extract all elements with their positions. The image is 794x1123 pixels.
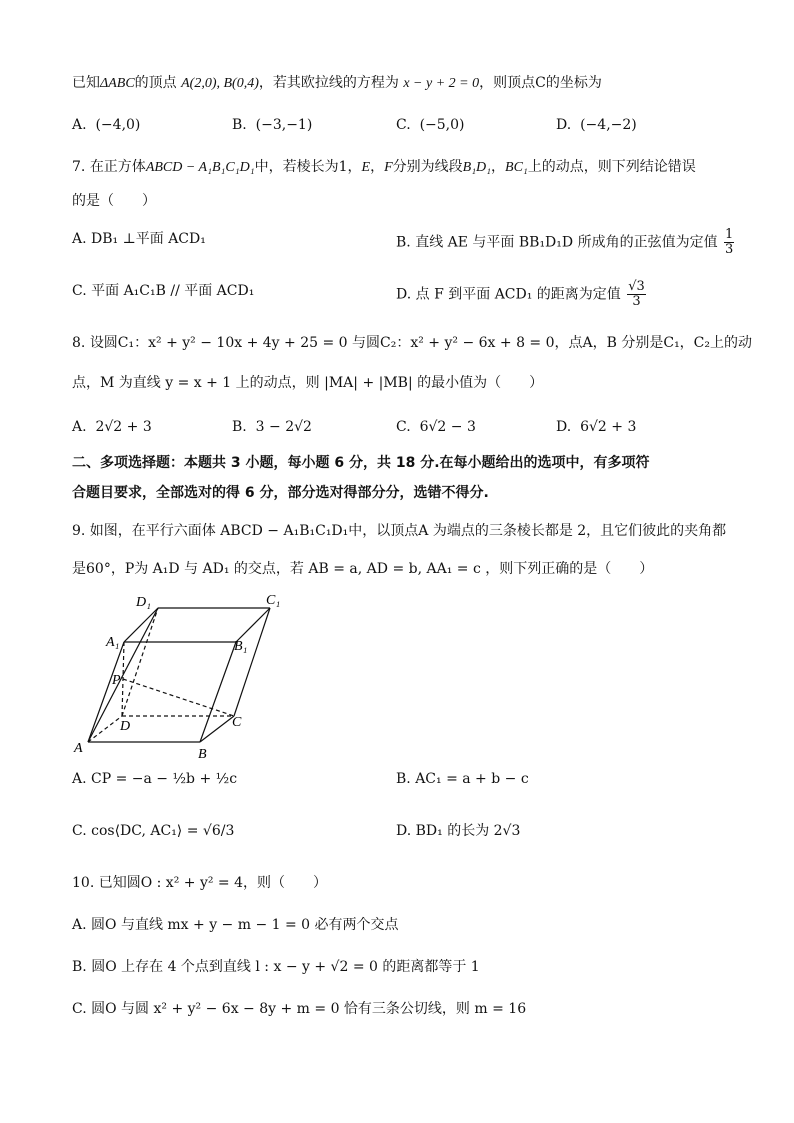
q6-option-a: A. (−4,0) <box>72 117 141 133</box>
q8-stem-line2: 点，M 为直线 y = x + 1 上的动点，则 |MA| + |MB| 的最小值为（ ） <box>72 375 544 391</box>
seg-pc-hidden <box>123 679 234 716</box>
q7-option-b-fraction: $\frac{1}{3}$ <box>725 227 734 257</box>
label-b1: B₁ <box>234 639 248 654</box>
edge-bb1 <box>200 642 236 742</box>
q7-option-c: C. 平面 A₁C₁B // 平面 ACD₁ <box>72 283 255 299</box>
q6-option-d: D. (−4,−2) <box>556 117 637 133</box>
q9-option-a: A. CP = −a − ½b + ½c <box>72 771 238 787</box>
edge-aa1 <box>88 642 124 742</box>
label-b: B <box>198 747 207 760</box>
q6-option-c: C. (−5,0) <box>396 117 465 133</box>
q7-stem-line1: 7. 在正方体ABCD − A₁B₁C₁D₁中，若棱长为1，E，F分别为线段B₁D₁，BC₁上的动点，则下列结论错误 <box>72 159 696 175</box>
q9-option-c: C. cos⟨DC, AC₁⟩ = √6/3 <box>72 823 235 839</box>
q9-option-b: B. AC₁ = a + b − c <box>396 771 529 787</box>
q8-option-d: D. 6√2 + 3 <box>556 419 637 435</box>
label-a1: A₁ <box>106 635 120 650</box>
q10-stem: 10. 已知圆O : x² + y² = 4，则（ ） <box>72 875 328 891</box>
q9-stem-line2: 是60°，P为 A₁D 与 AD₁ 的交点，若 AB = a, AD = b, AA₁ = c ，则下列正确的是（ ） <box>72 561 654 577</box>
parallelepiped-figure <box>72 590 302 760</box>
q9-stem-line1: 9. 如图，在平行六面体 ABCD − A₁B₁C₁D₁中，以顶点A 为端点的三条棱长都是 2，且它们彼此的夹角都 <box>72 523 727 539</box>
q9-option-d: D. BD₁ 的长为 2√3 <box>396 823 521 839</box>
label-c: C <box>232 715 242 730</box>
edge-cc1 <box>234 608 270 716</box>
edge-dd1-hidden <box>122 608 158 716</box>
q7-option-d-fraction: $\frac{√3}{3}$ <box>628 279 645 309</box>
q6-stem: 已知ΔABC的顶点 A(2,0), B(0,4)，若其欧拉线的方程为 x − y + 2 = 0，则顶点C的坐标为 <box>72 75 602 91</box>
q10-option-c: C. 圆O 与圆 x² + y² − 6x − 8y + m = 0 恰有三条公切线，则 m = 16 <box>72 1001 527 1017</box>
q8-option-c: C. 6√2 − 3 <box>396 419 476 435</box>
q8-option-a: A. 2√2 + 3 <box>72 419 152 435</box>
label-p: P <box>112 673 121 688</box>
q8-stem-line1: 8. 设圆C₁：x² + y² − 10x + 4y + 25 = 0 与圆C₂：x² + y² − 6x + 8 = 0，点A，B 分别是C₁，C₂上的动 <box>72 335 753 351</box>
edge-a1d1 <box>124 608 158 642</box>
section2-heading-line1: 二、多项选择题：本题共 3 小题，每小题 6 分，共 18 分.在每小题给出的选项中，有多项符 <box>72 455 650 471</box>
q10-option-b: B. 圆O 上存在 4 个点到直线 l : x − y + √2 = 0 的距离都等于 1 <box>72 959 480 975</box>
label-c1: C₁ <box>266 593 281 608</box>
q7-stem-line2: 的是（ ） <box>72 193 156 209</box>
q7-option-b: B. 直线 AE 与平面 BB₁D₁D 所成角的正弦值为定值 $\frac{1}{3}$ <box>396 227 734 257</box>
label-a: A <box>74 741 83 756</box>
q10-option-a: A. 圆O 与直线 mx + y − m − 1 = 0 必有两个交点 <box>72 917 399 933</box>
q6-option-b: B. (−3,−1) <box>232 117 313 133</box>
q7-option-d: D. 点 F 到平面 ACD₁ 的距离为定值 $\frac{√3}{3}$ <box>396 279 645 309</box>
q7-option-a: A. DB₁ ⊥平面 ACD₁ <box>72 231 206 247</box>
section2-heading-line2: 合题目要求，全部选对的得 6 分，部分选对得部分分，选错不得分. <box>72 485 489 501</box>
q8-option-b: B. 3 − 2√2 <box>232 419 312 435</box>
label-d: D <box>120 719 131 734</box>
label-d1: D₁ <box>136 595 151 610</box>
